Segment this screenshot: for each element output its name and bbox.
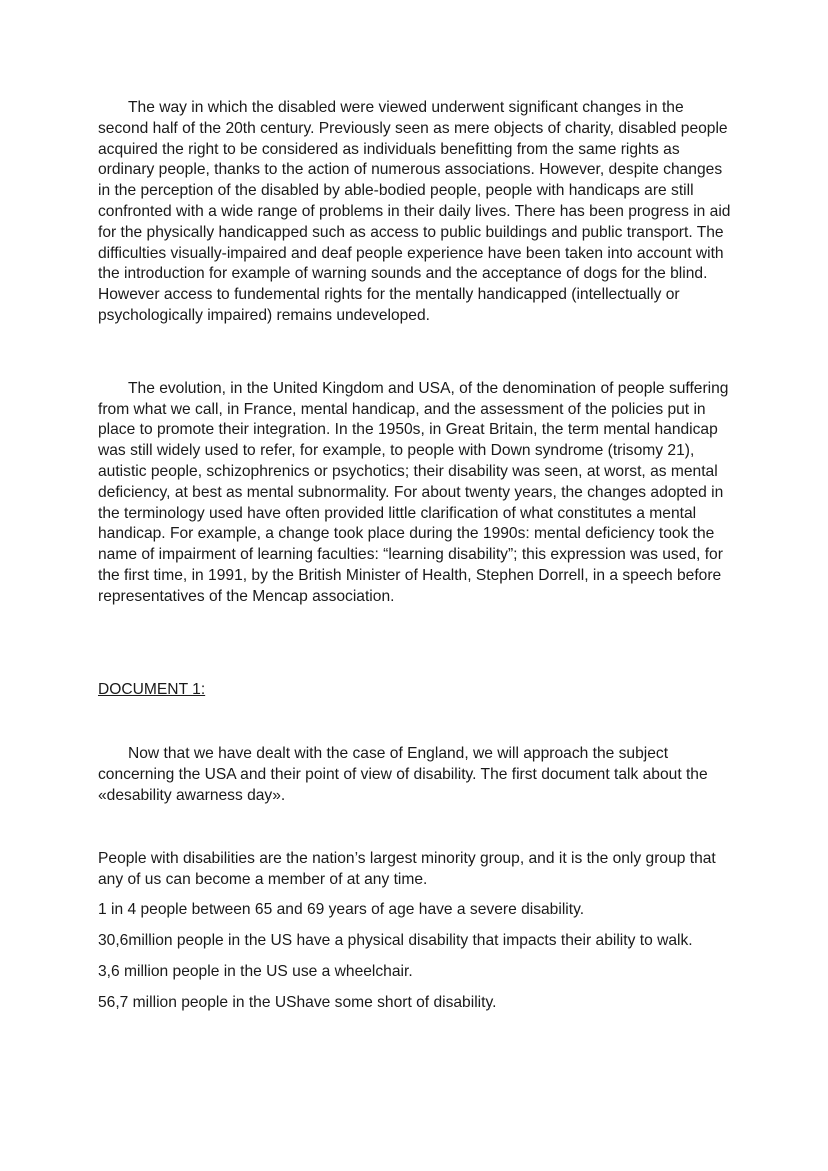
paragraph-disabled-perception: The way in which the disabled were viewed underwent significant changes in the second half of the 20th century. Previously seen as mere objects of charity, disabled people acquired the right to be considered as individuals benefitting from the same rights as ordinary people, thanks to the action of numerous associations. However, despite changes in the perception of the disabled by able-bodied people, people with handicaps are still confronted with a wide range of problems in their daily lives. There has been progress in aid for the physically handicapped such as access to public buildings and public transport. The difficulties visually-impaired and deaf people experience have been taken into account with the introduction for example of warning sounds and the acceptance of dogs for the blind. However access to fundemental rights for the mentally handicapped (intellectually or psychologically impaired) remains undeveloped. [98,99,731,324]
fact-item: 56,7 million people in the UShave some short of disability. [98,993,497,1011]
fact-item: People with disabilities are the nation’s largest minority group, and it is the only group that any of us can become a member of at any time. [98,849,716,888]
paragraph-uk-usa-evolution: The evolution, in the United Kingdom and USA, of the denomination of people suffering from what we call, in France, mental handicap, and the assessment of the policies put in place to promote their integration. In the 1950s, in Great Britain, the term mental handicap was still widely used to refer, for example, to people with Down syndrome (trisomy 21), autistic people, schizophrenics or psychotics; their disability was seen, at worst, as mental deficiency, at best as mental subnormality. For about twenty years, the changes adopted in the terminology used have often provided little clarification of what constitutes a mental handicap. For example, a change took place during the 1990s: mental deficiency took the name of impairment of learning faculties: “learning disability”; this expression was used, for the first time, in 1991, by the British Minister of Health, Stephen Dorrell, in a speech before representatives of the Mencap association. [98,379,729,605]
fact-item: 30,6million people in the US have a physical disability that impacts their ability to walk. [98,932,693,950]
fact-item: 1 in 4 people between 65 and 69 years of age have a severe disability. [98,901,585,919]
fact-item: 3,6 million people in the US use a wheelchair. [98,962,413,980]
facts-list [98,849,738,1014]
document-page [98,98,738,1024]
paragraph-usa-intro: Now that we have dealt with the case of England, we will approach the subject concerning the USA and their point of view of disability. The first document talk about the «desability awarness day». [98,745,708,804]
document-heading: DOCUMENT 1: [98,680,206,698]
